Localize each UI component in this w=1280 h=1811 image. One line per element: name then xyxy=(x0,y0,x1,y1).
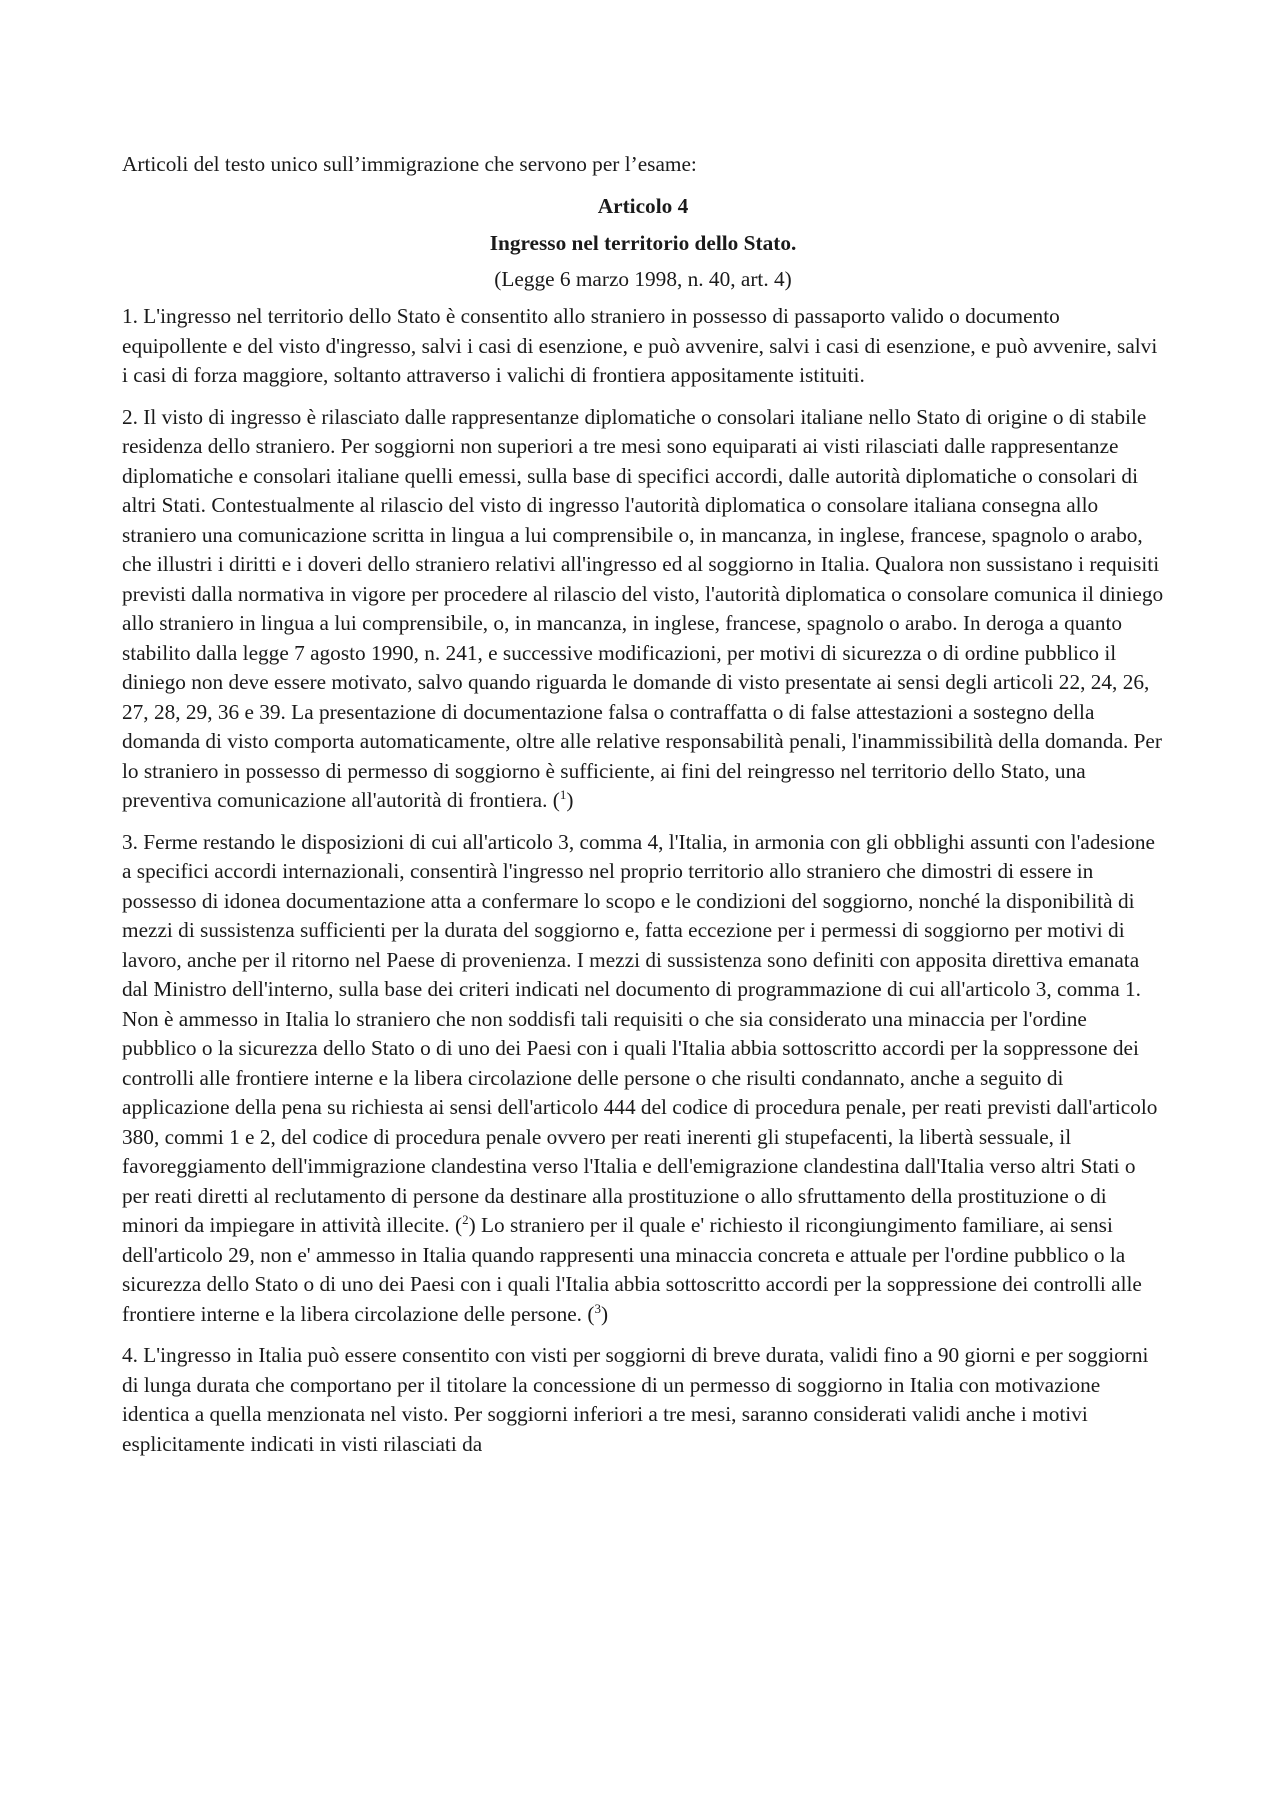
footnote-number: 1 xyxy=(559,786,567,802)
footnote-number: 3 xyxy=(594,1300,601,1316)
footnote-number: 2 xyxy=(462,1211,469,1227)
footnote-ref-1[interactable]: ($^1$) xyxy=(552,786,574,812)
paragraph-3-text-b: Lo straniero per il quale e' richiesto il ricongiungimento familiare, ai sensi dell'articolo 29, non e' ammesso in Italia quando rappresenti una minaccia concreta e attuale per l'ordine pubblico o la sicurezza dello Stato o di uno dei Paesi con i quali l'Italia abbia sottoscritto accordi per la soppressione dei controlli alle frontiere interne e la libera circolazione delle persone. xyxy=(122,1213,1142,1326)
document-page xyxy=(122,150,1164,1471)
footnote-ref-2[interactable]: ($^2$) xyxy=(454,1211,476,1237)
article-subtitle: Ingresso nel territorio dello Stato. xyxy=(489,231,797,255)
paragraph-1-text: 1. L'ingresso nel territorio dello Stato è consentito allo straniero in possesso di passaporto valido o documento equipollente e del visto d'ingresso, salvi i casi di esenzione, e può avvenire, salvi i casi di esenzione, e può avvenire, salvi i casi di forza maggiore, soltanto attraverso i valichi di frontiera appositamente istituiti. xyxy=(122,304,1158,387)
intro-line: Articoli del testo unico sull’immigrazione che servono per l’esame: xyxy=(122,152,697,176)
footnote-ref-3[interactable]: ($^3$) xyxy=(587,1300,609,1326)
article-source: (Legge 6 marzo 1998, n. 40, art. 4) xyxy=(494,266,792,291)
paragraph-4-text: 4. L'ingresso in Italia può essere consentito con visti per soggiorni di breve durata, validi fino a 90 giorni e per soggiorni di lunga durata che comportano per il titolare la concessione di un permesso di soggiorno in Italia con motivazione identica a quella menzionata nel visto. Per soggiorni inferiori a tre mesi, saranno considerati validi anche i motivi esplicitamente indicati in visti rilasciati da xyxy=(122,1343,1149,1456)
paragraph-1 xyxy=(122,302,1164,391)
paragraph-3 xyxy=(122,828,1164,1330)
paragraph-2 xyxy=(122,403,1164,816)
paragraph-4 xyxy=(122,1341,1164,1459)
paragraph-2-text: 2. Il visto di ingresso è rilasciato dalle rappresentanze diplomatiche o consolari italiane nello Stato di origine o di stabile residenza dello straniero. Per soggiorni non superiori a tre mesi sono equiparati ai visti rilasciati dalle rappresentanze diplomatiche e consolari italiane quelli emessi, sulla base di specifici accordi, dalle autorità diplomatiche o consolari di altri Stati. Contestualmente al rilascio del visto di ingresso l'autorità diplomatica o consolare italiana consegna allo straniero una comunicazione scritta in lingua a lui comprensibile o, in mancanza, in inglese, francese, spagnolo o arabo, che illustri i diritti e i doveri dello straniero relativi all'ingresso ed al soggiorno in Italia. Qualora non sussistano i requisiti previsti dalla normativa in vigore per procedere al rilascio del visto, l'autorità diplomatica o consolare comunica il diniego allo straniero in lingua a lui comprensibile, o, in mancanza, in inglese, francese, spagnolo o arabo. In deroga a quanto stabilito dalla legge 7 agosto 1990, n. 241, e successive modificazioni, per motivi di sicurezza o di ordine pubblico il diniego non deve essere motivato, salvo quando riguarda le domande di visto presentate ai sensi degli articoli 22, 24, 26, 27, 28, 29, 36 e 39. La presentazione di documentazione falsa o contraffatta o di false attestazioni a sostegno della domanda di visto comporta automaticamente, oltre alle relative responsabilità penali, l'inammissibilità della domanda. Per lo straniero in possesso di permesso di soggiorno è sufficiente, ai fini del reingresso nel territorio dello Stato, una preventiva comunicazione all'autorità di frontiera. xyxy=(122,404,1164,812)
article-title: Articolo 4 xyxy=(597,193,689,218)
paragraph-3-text-a: 3. Ferme restando le disposizioni di cui all'articolo 3, comma 4, l'Italia, in armonia con gli obblighi assunti con l'adesione a specifici accordi internazionali, consentirà l'ingresso nel proprio territorio allo straniero che dimostri di essere in possesso di idonea documentazione atta a confermare lo scopo e le condizioni del soggiorno, nonché la disponibilità di mezzi di sussistenza sufficienti per la durata del soggiorno e, fatta eccezione per i permessi di soggiorno per motivi di lavoro, anche per il ritorno nel Paese di provenienza. I mezzi di sussistenza sono definiti con apposita direttiva emanata dal Ministro dell'interno, sulla base dei criteri indicati nel documento di programmazione di cui all'articolo 3, comma 1. Non è ammesso in Italia lo straniero che non soddisfi tali requisiti o che sia considerato una minaccia per l'ordine pubblico o la sicurezza dello Stato o di uno dei Paesi con i quali l'Italia abbia sottoscritto accordi per la soppressone dei controlli alle frontiere interne e la libera circolazione delle persone o che risulti condannato, anche a seguito di applicazione della pena su richiesta ai sensi dell'articolo 444 del codice di procedura penale, per reati previsti dall'articolo 380, commi 1 e 2, del codice di procedura penale ovvero per reati inerenti gli stupefacenti, la libertà sessuale, il favoreggiamento dell'immigrazione clandestina verso l'Italia e dell'emigrazione clandestina dall'Italia verso altri Stati o per reati diretti al reclutamento di persone da destinare alla prostituzione o allo sfruttamento della prostituzione o di minori da impiegare in attività illecite. xyxy=(122,829,1158,1237)
